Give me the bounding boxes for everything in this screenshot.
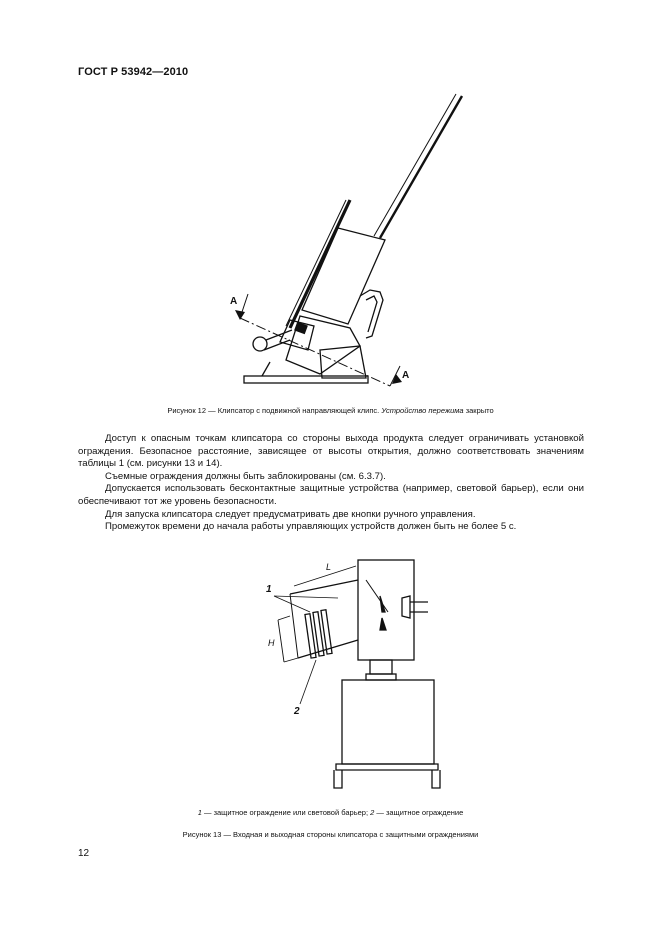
- inlet-tube-top: [290, 580, 358, 594]
- paragraph: Промежуток времени до начала работы управляющих устройств должен быть не более 5 с.: [105, 521, 517, 533]
- paragraph: Доступ к опасным точкам клипсатора со стороны выхода продукта следует ограничивать установкой ограждения. Безопасное расстояние, зависящее от высоты открытия, должно соответствовать значениям таблицы 1 (см. рисунки 13 и 14).: [78, 433, 584, 470]
- label-1: 1: [266, 584, 272, 595]
- paragraph: Съемные ограждения должны быть заблокированы (см. 6.3.7).: [105, 470, 386, 482]
- document-header: ГОСТ Р 53942—2010: [78, 66, 189, 78]
- clipper-head: [358, 560, 414, 660]
- figure-12-drawing: [220, 88, 480, 398]
- label-l: L: [326, 562, 332, 572]
- paragraph: Допускается использовать бесконтактные защитные устройства (например, световой барьер), если они обеспечивают тот же уровень безопасности.: [78, 483, 584, 507]
- figure-13-drawing: [238, 556, 448, 794]
- page-number: 12: [78, 848, 90, 859]
- side-outlet: [402, 596, 410, 618]
- section-label-a-right: A: [402, 370, 410, 381]
- body-text: [78, 433, 584, 534]
- figure-12-caption: Рисунок 12 — Клипсатор с подвижной направляющей клипс. Устройство пережима закрыто: [167, 406, 494, 415]
- label-2: 2: [294, 706, 300, 717]
- base-plate: [244, 376, 368, 383]
- guide-rod: [380, 96, 462, 238]
- paragraph: Для запуска клипсатора следует предусматривать две кнопки ручного управления.: [105, 508, 476, 520]
- clamp-roller: [253, 337, 267, 351]
- figure-13-legend: 1 — защитное ограждение или световой барьер; 2 — защитное ограждение: [197, 808, 464, 817]
- figure-13-caption: Рисунок 13 — Входная и выходная стороны клипсатора с защитными ограждениями: [182, 830, 479, 839]
- section-label-a-left: A: [230, 296, 238, 307]
- inlet-tube-bottom: [298, 640, 358, 658]
- clip-rail: [290, 200, 350, 328]
- clipper-base-box: [342, 680, 434, 764]
- label-h: H: [268, 638, 275, 648]
